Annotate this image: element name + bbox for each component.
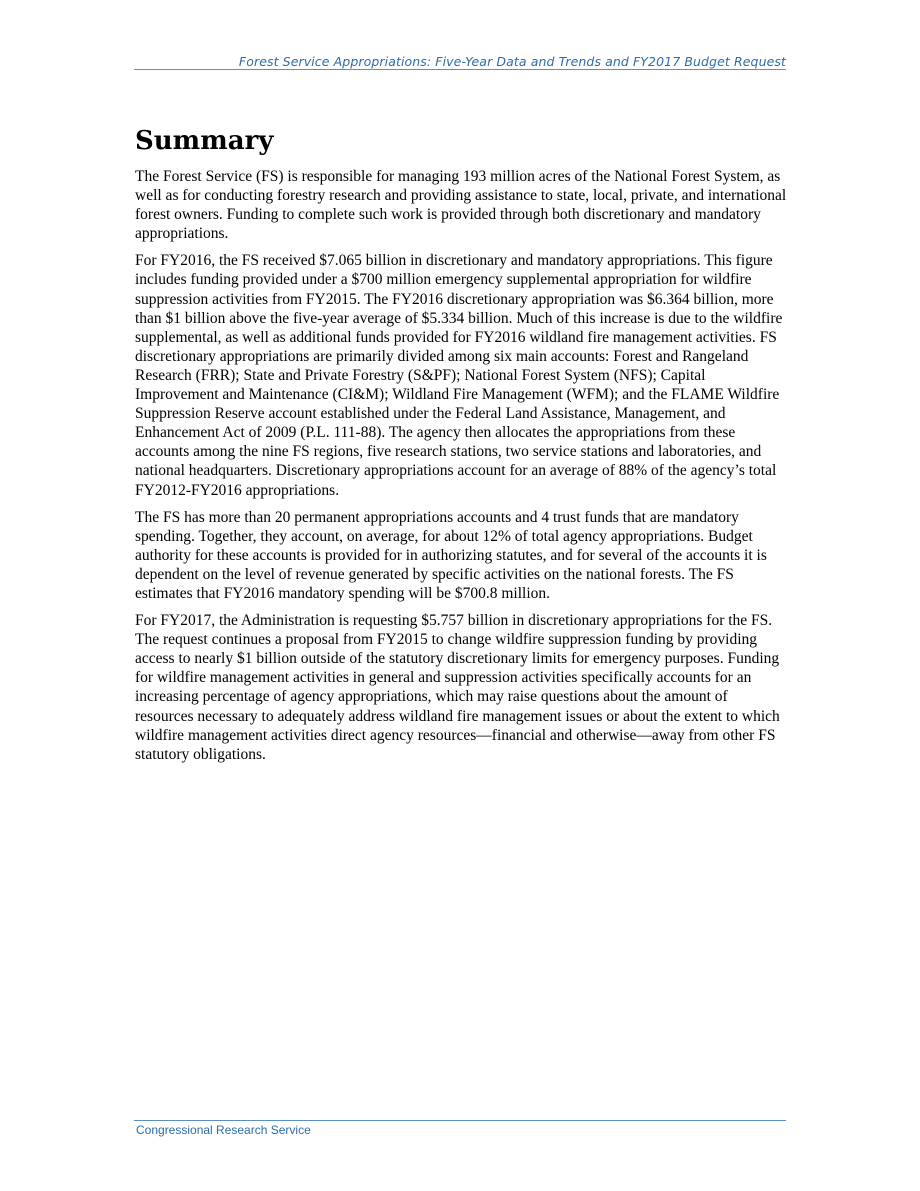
footer-rule	[134, 1120, 786, 1121]
running-footer: Congressional Research Service	[136, 1123, 311, 1137]
paragraph: The Forest Service (FS) is responsible for managing 193 million acres of the National Forest System, as well as for conducting forestry research and providing assistance to state, local, private, and international forest owners. Funding to complete such work is provided through both discretionary and mandatory appropriations.	[135, 168, 787, 243]
section-title: Summary	[135, 126, 274, 156]
paragraph: The FS has more than 20 permanent appropriations accounts and 4 trust funds that are mandatory spending. Together, they account, on average, for about 12% of total agency appropriations. Budget authority for these accounts is provided for in authorizing statutes, and for several of the accounts it is dependent on the level of revenue generated by specific activities on the national forests. The FS estimates that FY2016 mandatory spending will be $700.8 million.	[135, 508, 767, 602]
paragraph: For FY2016, the FS received $7.065 billion in discretionary and mandatory appropriations. This figure includes funding provided under a $700 million emergency supplemental appropriation for wildfire suppression activities from FY2015. The FY2016 discretionary appropriation was $6.364 billion, more than $1 billion above the five-year average of $5.334 billion. Much of this increase is due to the wildfire supplemental, as well as additional funds provided for FY2016 wildland fire management activities. FS discretionary appropriations are primarily divided among six main accounts: Forest and Rangeland Research (FRR); State and Private Forestry (S&PF); National Forest System (NFS); Capital Improvement and Maintenance (CI&M); Wildland Fire Management (WFM); and the FLAME Wildfire Suppression Reserve account established under the Federal Land Assistance, Management, and Enhancement Act of 2009 (P.L. 111-88). The agency then allocates the appropriations from these accounts among the nine FS regions, five research stations, two service stations and laboratories, and national headquarters. Discretionary appropriations account for an average of 88% of the agency’s total FY2012-FY2016 appropriations.	[135, 252, 783, 499]
main-content	[135, 122, 787, 772]
header-rule	[134, 69, 786, 70]
paragraph: For FY2017, the Administration is requesting $5.757 billion in discretionary appropriations for the FS. The request continues a proposal from FY2015 to change wildfire suppression funding by providing access to nearly $1 billion outside of the statutory discretionary limits for emergency purposes. Funding for wildfire management activities in general and suppression activities specifically accounts for an increasing percentage of agency appropriations, which may raise questions about the amount of resources necessary to adequately address wildland fire management issues or about the extent to which wildfire management activities direct agency resources—financial and otherwise—away from other FS statutory obligations.	[135, 612, 780, 763]
running-header: Forest Service Appropriations: Five-Year Data and Trends and FY2017 Budget Request	[238, 54, 786, 69]
